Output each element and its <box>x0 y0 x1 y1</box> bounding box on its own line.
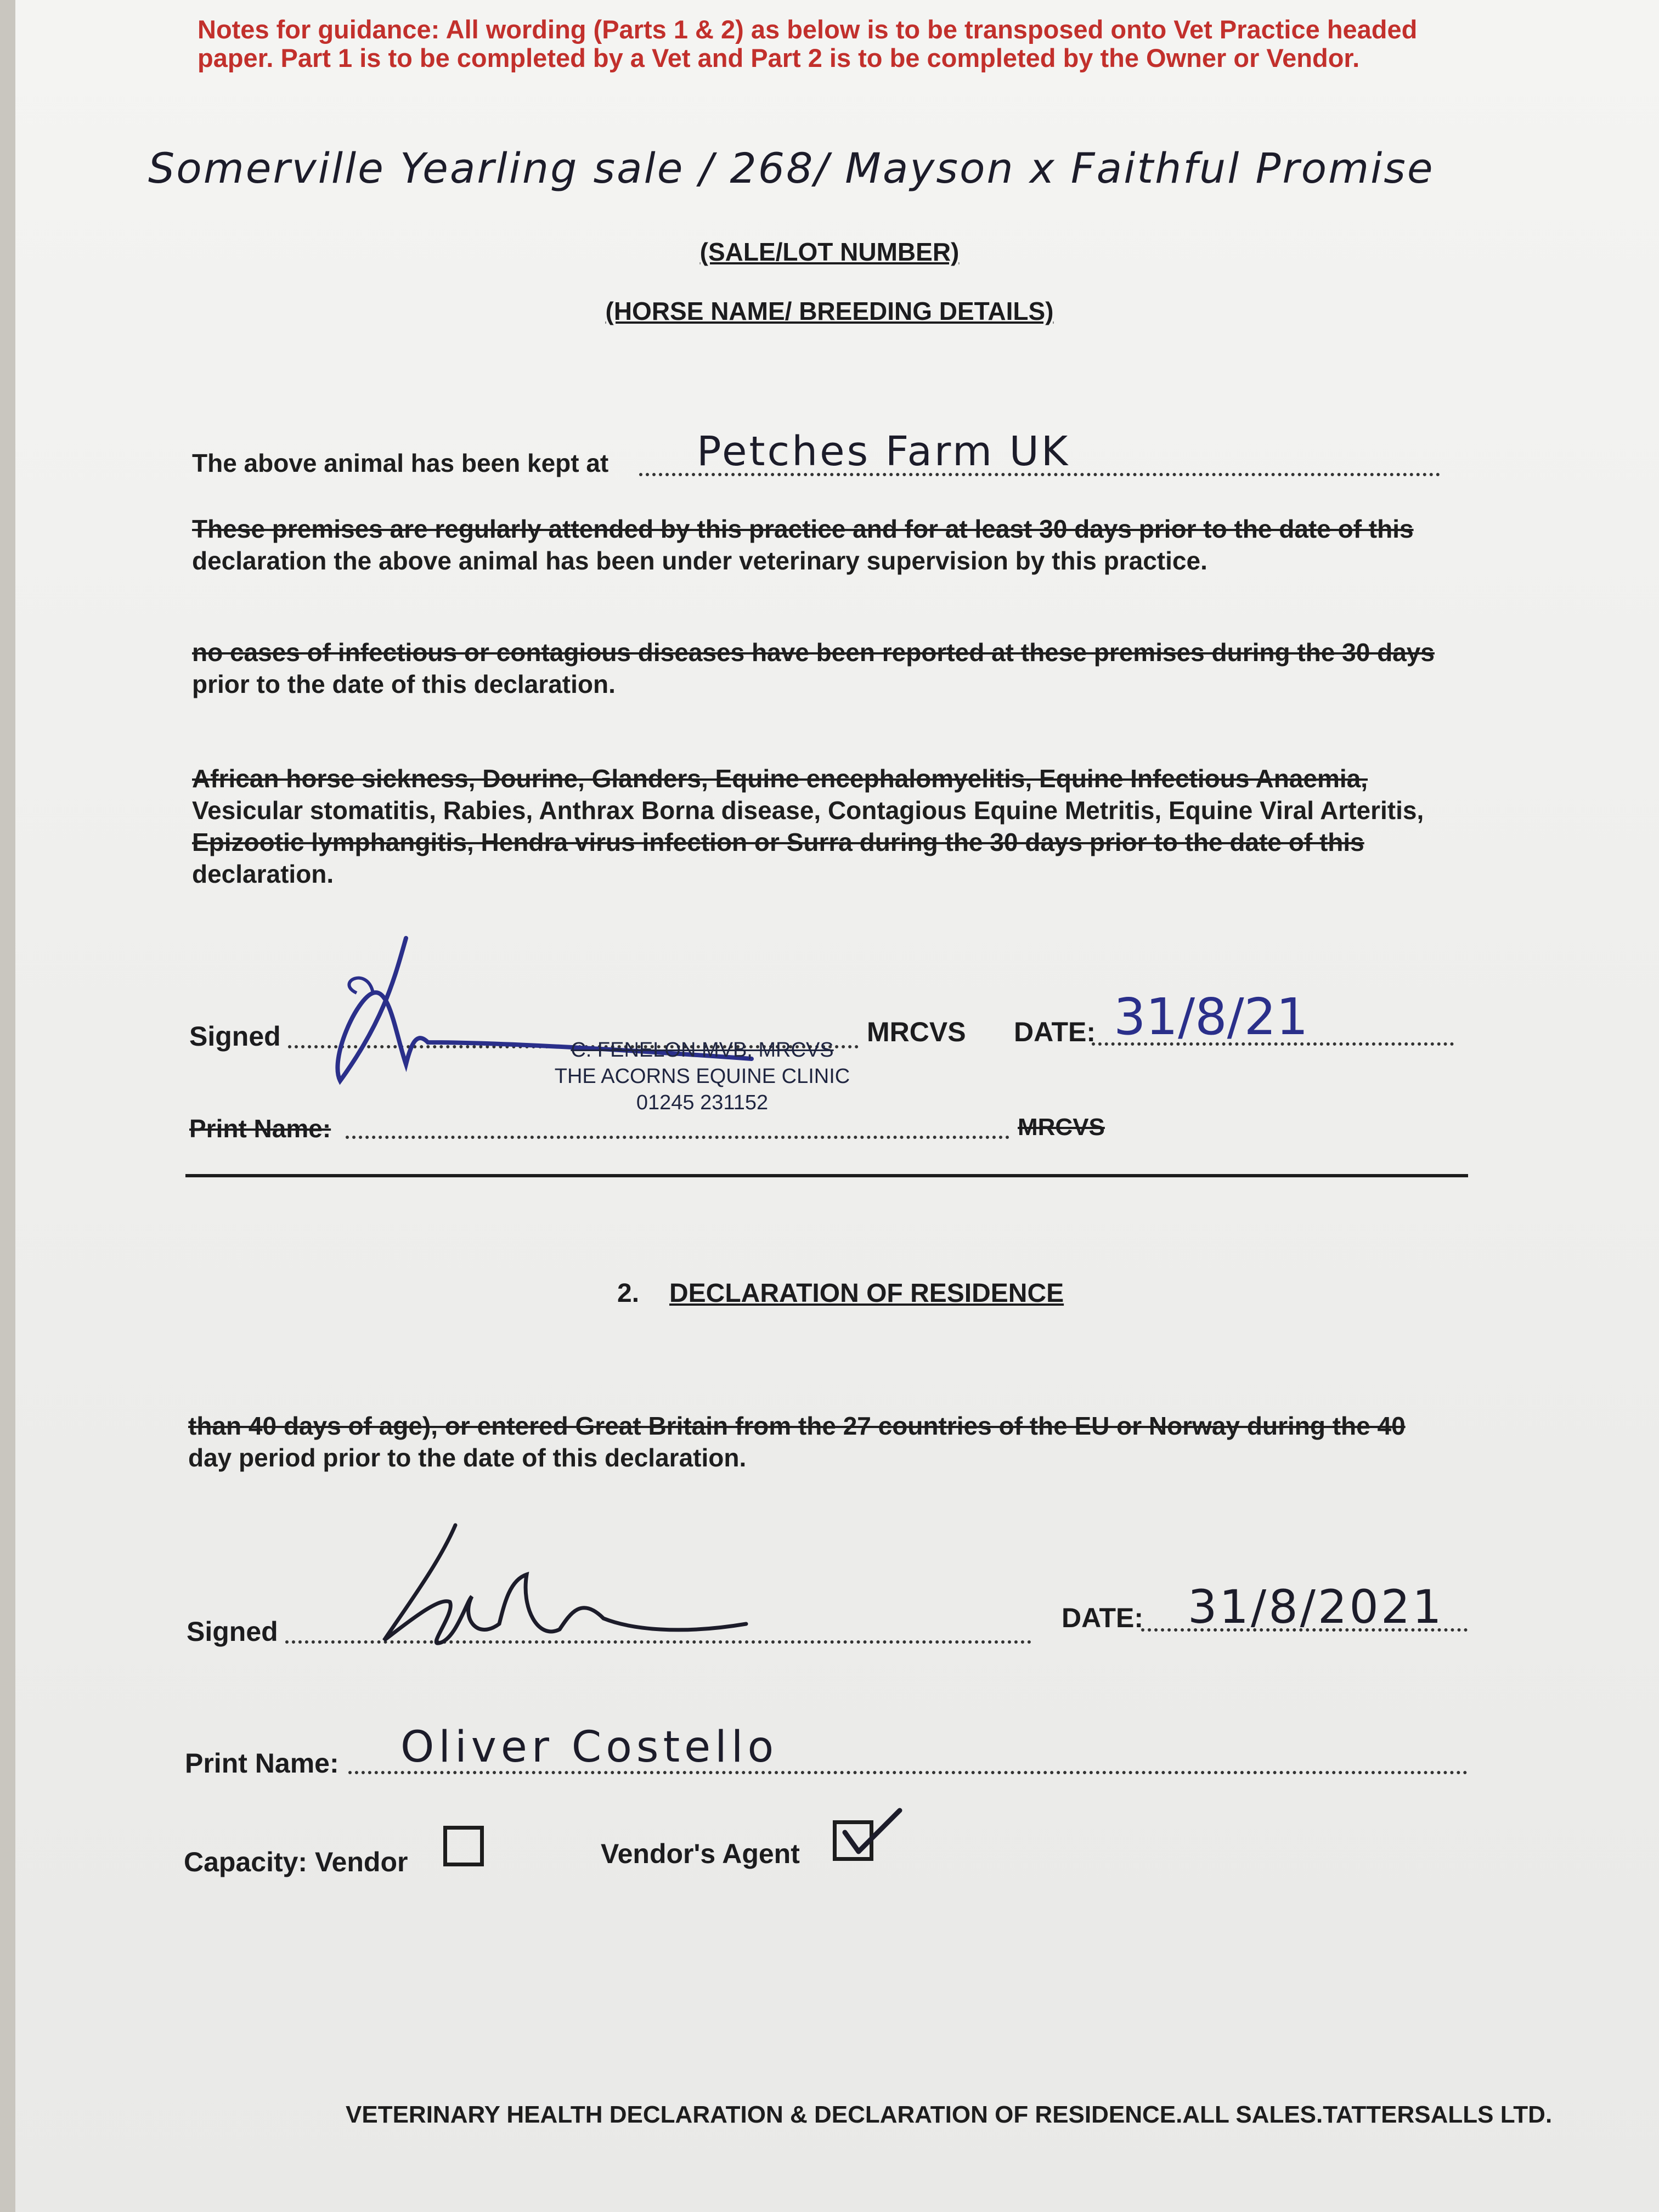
checkmark-icon <box>834 1805 905 1865</box>
cases-text: prior to the date of this declaration. <box>192 670 616 698</box>
premises-struck-text: These premises are regularly attended by this practice and for at least 30 days prior to the date of this <box>192 515 1414 543</box>
stamp-clinic: THE ACORNS EQUINE CLINIC <box>554 1065 850 1088</box>
cases-struck-text: no cases of infectious or contagious diseases have been reported at these premises during the 30 days <box>192 638 1435 667</box>
handwritten-sale-details: Somerville Yearling sale / 268/ Mayson x Faithful Promise <box>148 144 1435 193</box>
vet-mrcvs-label: MRCVS <box>867 1017 966 1047</box>
footer-text: VETERINARY HEALTH DECLARATION & DECLARATION OF RESIDENCE.ALL SALES.TATTERSALLS LTD. <box>346 2101 1553 2128</box>
sale-lot-label: (SALE/LOT NUMBER) <box>699 238 960 266</box>
horse-name-label: (HORSE NAME/ BREEDING DETAILS) <box>605 297 1054 325</box>
owner-print-name-value: Oliver Costello <box>400 1723 778 1772</box>
residence-struck-text: than 40 days of age), or entered Great Britain from the 27 countries of the EU or Norway during the 40 <box>188 1412 1406 1440</box>
part2-title: DECLARATION OF RESIDENCE <box>669 1279 1064 1308</box>
capacity-label: Capacity: Vendor <box>184 1847 408 1877</box>
owner-signed-label: Signed <box>187 1616 278 1647</box>
vet-date-label: DATE: <box>1014 1017 1096 1047</box>
vet-print-name-label: Print Name: <box>189 1114 331 1143</box>
owner-date-value: 31/8/2021 <box>1188 1580 1444 1634</box>
vet-print-name-line <box>346 1136 1009 1139</box>
premises-text: declaration the above animal has been under veterinary supervision by this practice. <box>192 546 1207 575</box>
section-divider <box>185 1174 1468 1177</box>
vet-print-mrcvs-label: MRCVS <box>1018 1114 1105 1141</box>
stamp-name: C. FENELON MVB, MRCVS <box>571 1039 834 1062</box>
diseases-line4: declaration. <box>192 860 334 888</box>
owner-signature-icon <box>373 1514 768 1657</box>
part2-number: 2. <box>617 1279 640 1308</box>
kept-at-value: Petches Farm UK <box>697 428 1070 475</box>
vet-signed-label: Signed <box>189 1021 281 1052</box>
vet-stamp <box>527 1037 878 1116</box>
vendors-agent-label: Vendor's Agent <box>601 1838 800 1869</box>
vendor-checkbox[interactable] <box>443 1826 484 1866</box>
diseases-struck-line3: Epizootic lymphangitis, Hendra virus infection or Surra during the 30 days prior to the date of this <box>192 828 1364 856</box>
residence-text: day period prior to the date of this declaration. <box>188 1443 747 1472</box>
stamp-phone: 01245 231152 <box>636 1091 769 1114</box>
vet-date-value: 31/8/21 <box>1114 988 1308 1046</box>
diseases-line2: Vesicular stomatitis, Rabies, Anthrax Borna disease, Contagious Equine Metritis, Equine Viral Arteritis, <box>192 796 1424 825</box>
guidance-notes: Notes for guidance: All wording (Parts 1 & 2) as below is to be transposed onto Vet Practice headed paper. Part 1 is to be completed by a Vet and Part 2 is to be completed by the Owner or Vendor. <box>198 15 1418 72</box>
kept-at-label: The above animal has been kept at <box>192 449 609 477</box>
owner-date-label: DATE: <box>1062 1602 1144 1633</box>
owner-print-name-label: Print Name: <box>185 1748 339 1779</box>
diseases-struck-line1: African horse sickness, Dourine, Glanders, Equine encephalomyelitis, Equine Infectious Anaemia, <box>192 764 1368 793</box>
